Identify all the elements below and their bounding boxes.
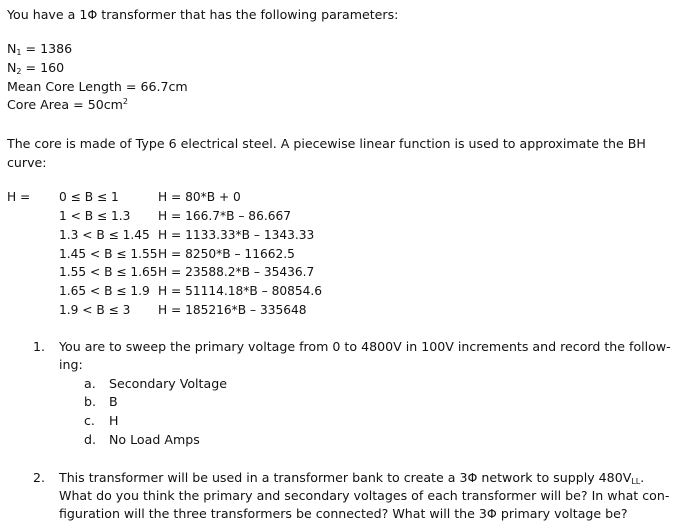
ll-subscript: LL (631, 477, 641, 486)
q2-line-3-post: primary voltage be? (496, 506, 628, 521)
intro-post: transformer that has the following parameters: (97, 7, 399, 22)
core-area-superscript: 2 (122, 97, 129, 106)
bh-expr-1: H = 166.7*B – 86.667 (158, 209, 291, 223)
bh-range-5: 1.65 < B ≤ 1.9 (59, 284, 150, 298)
n1-value: = 1386 (21, 41, 73, 56)
q1-line-2: ing: (59, 357, 83, 372)
q1-item-a-text: Secondary Voltage (109, 376, 227, 391)
intro-text (7, 7, 398, 23)
param-n2 (7, 60, 64, 76)
n1-subscript: 1 (16, 48, 22, 57)
q2-line-3 (59, 506, 628, 522)
bh-expr-0: H = 80*B + 0 (158, 190, 241, 204)
q1-number: 1. (33, 339, 46, 354)
n2-symbol: N (7, 60, 17, 75)
phi-symbol: Φ (467, 470, 478, 485)
q1-item-c-letter: c. (84, 413, 95, 428)
param-n1 (7, 41, 72, 57)
n2-subscript: 2 (16, 67, 22, 76)
bh-range-1: 1 < B ≤ 1.3 (59, 209, 131, 223)
bh-range-4: 1.55 < B ≤ 1.65 (59, 265, 158, 279)
bh-expr-5: H = 51114.18*B – 80854.6 (158, 284, 322, 298)
bh-range-6: 1.9 < B ≤ 3 (59, 303, 131, 317)
bh-range-3: 1.45 < B ≤ 1.55 (59, 247, 158, 261)
q2-number: 2. (33, 470, 46, 485)
n1-symbol: N (7, 41, 17, 56)
q1-item-c-text: H (109, 413, 119, 428)
intro-pre: You have a 1 (7, 7, 88, 22)
q1-line-1: You are to sweep the primary voltage from 0 to 4800V in 100V increments and record the follow- (59, 339, 671, 354)
q1-item-d-letter: d. (84, 432, 96, 447)
q1-item-b-letter: b. (84, 394, 96, 409)
phi-symbol: Φ (87, 7, 98, 22)
bh-range-0: 0 ≤ B ≤ 1 (59, 190, 119, 204)
q2-line-1-mid: network to supply 480V (477, 470, 632, 485)
q2-line-3-pre: figuration will the three transformers be connected? What will the 3 (59, 506, 487, 521)
q1-item-b-text: B (109, 394, 118, 409)
bh-label: H = (7, 190, 31, 204)
bh-expr-6: H = 185216*B – 335648 (158, 303, 307, 317)
q1-item-a-letter: a. (84, 376, 96, 391)
bh-expr-3: H = 8250*B – 11662.5 (158, 247, 295, 261)
bh-expr-4: H = 23588.2*B – 35436.7 (158, 265, 315, 279)
q2-line-2: What do you think the primary and secondary voltages of each transformer will be? In what con- (59, 488, 670, 503)
q2-line-1-pre: This transformer will be used in a transformer bank to create a 3 (59, 470, 468, 485)
bh-expr-2: H = 1133.33*B – 1343.33 (158, 228, 315, 242)
bh-range-2: 1.3 < B ≤ 1.45 (59, 228, 150, 242)
q2-line-1 (59, 470, 644, 486)
n2-value: = 160 (21, 60, 65, 75)
core-area-text: Core Area = 50cm (7, 97, 123, 112)
core-desc-line-2: curve: (7, 155, 47, 170)
param-core-area (7, 97, 128, 113)
param-mean-core-length: Mean Core Length = 66.7cm (7, 79, 188, 94)
q2-line-1-post: . (640, 470, 645, 485)
core-desc-line-1: The core is made of Type 6 electrical steel. A piecewise linear function is used to approximate the BH (7, 136, 646, 151)
q1-item-d-text: No Load Amps (109, 432, 200, 447)
phi-symbol: Φ (486, 506, 497, 521)
